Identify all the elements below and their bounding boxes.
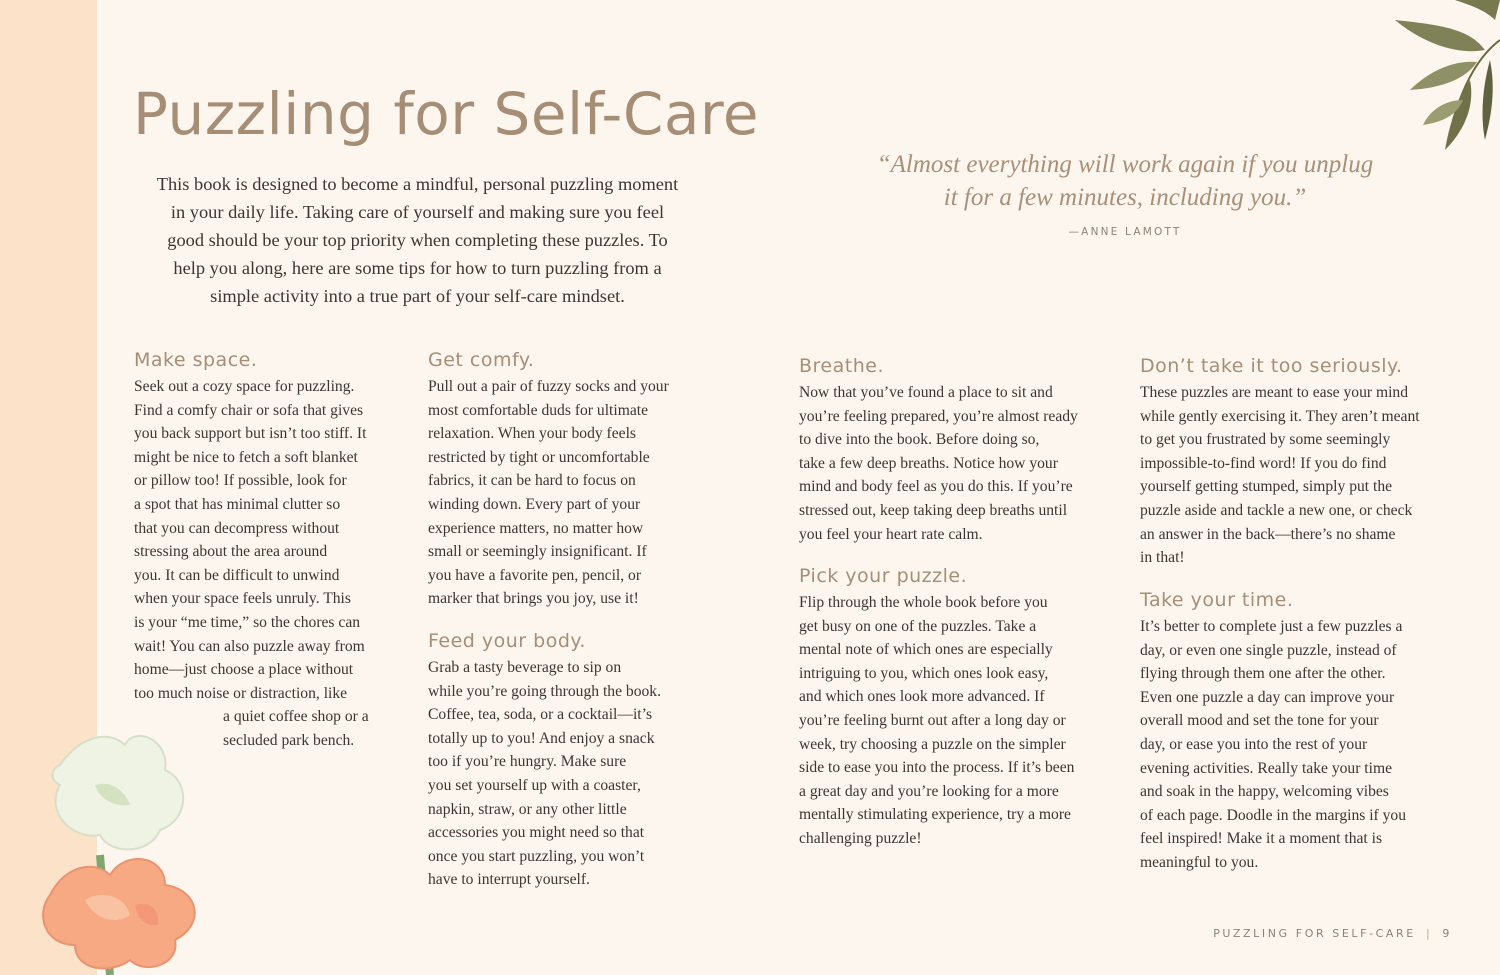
body-line: have to interrupt yourself. bbox=[428, 871, 590, 889]
running-head: PUZZLING FOR SELF-CARE bbox=[1213, 927, 1416, 940]
body-line: to get you frustrated by some seemingly bbox=[1140, 431, 1391, 449]
body-line: stressing about the area around bbox=[134, 543, 328, 561]
body-line: totally up to you! And enjoy a snack bbox=[428, 729, 655, 747]
section-heading: Breathe. bbox=[799, 355, 884, 377]
leaf-sprig bbox=[1395, 0, 1500, 150]
body-line: Find a comfy chair or sofa that gives bbox=[134, 401, 364, 419]
body-line: Seek out a cozy space for puzzling. bbox=[134, 378, 355, 395]
body-line: of each page. Doodle in the margins if you bbox=[1140, 806, 1407, 824]
body-line: week, try choosing a puzzle on the simpler bbox=[799, 735, 1066, 753]
body-line: home—just choose a place without bbox=[134, 661, 354, 679]
body-line: Grab a tasty beverage to sip on bbox=[428, 659, 622, 676]
section-heading: Take your time. bbox=[1140, 589, 1294, 611]
body-line: might be nice to fetch a soft blanket bbox=[134, 448, 358, 466]
body-line: most comfortable duds for ultimate bbox=[428, 401, 648, 419]
section-dont-take-it-too-seriously bbox=[1140, 353, 1460, 570]
body-line: a spot that has minimal clutter so bbox=[134, 495, 341, 513]
body-line: Even one puzzle a day can improve your bbox=[1140, 688, 1395, 706]
body-line: take a few deep breaths. Notice how your bbox=[799, 454, 1058, 472]
body-line: yourself getting stumped, simply put the bbox=[1140, 478, 1393, 496]
intro-line: in your daily life. Taking care of yourself and making sure you feel bbox=[170, 202, 665, 222]
intro-line: good should be your top priority when completing these puzzles. To bbox=[167, 230, 668, 250]
body-line: These puzzles are meant to ease your mind bbox=[1140, 384, 1409, 401]
intro-paragraph bbox=[140, 170, 695, 310]
section-body bbox=[1140, 615, 1460, 875]
body-line: intriguing to you, which ones look easy, bbox=[799, 664, 1049, 682]
body-line: Coffee, tea, soda, or a cocktail—it’s bbox=[428, 706, 653, 724]
body-line: when your space feels unruly. This bbox=[134, 590, 351, 608]
body-line: feel inspired! Make it a moment that is bbox=[1140, 830, 1383, 848]
section-body bbox=[134, 375, 424, 753]
body-line: Flip through the whole book before you bbox=[799, 594, 1048, 611]
body-line: you’re feeling prepared, you’re almost ready bbox=[799, 407, 1078, 425]
body-line: and which ones look more advanced. If bbox=[799, 688, 1045, 706]
body-line: napkin, straw, or any other little bbox=[428, 800, 627, 818]
body-line: an answer in the back—there’s no shame bbox=[1140, 525, 1396, 543]
section-heading: Don’t take it too seriously. bbox=[1140, 355, 1403, 377]
section-heading: Make space. bbox=[134, 349, 258, 371]
section-body bbox=[1140, 381, 1460, 570]
body-line: that you can decompress without bbox=[134, 519, 340, 537]
body-line: while you’re going through the book. bbox=[428, 682, 662, 700]
body-line: accessories you might need so that bbox=[428, 824, 645, 842]
body-line: meaningful to you. bbox=[1140, 853, 1259, 871]
body-line: mind and body feel as you do this. If you’re bbox=[799, 478, 1073, 496]
quote-line: it for a few minutes, including you.” bbox=[943, 184, 1307, 211]
section-take-your-time bbox=[1140, 587, 1460, 875]
body-line: to dive into the book. Before doing so, bbox=[799, 431, 1040, 449]
intro-line: simple activity into a true part of your self-care mindset. bbox=[210, 286, 625, 306]
body-line: wait! You can also puzzle away from bbox=[134, 637, 365, 655]
body-line: It’s better to complete just a few puzzles a bbox=[1140, 618, 1403, 635]
section-body bbox=[428, 375, 728, 611]
body-line: in that! bbox=[1140, 549, 1185, 567]
body-line: day, or ease you into the rest of your bbox=[1140, 735, 1368, 753]
body-line: restricted by tight or uncomfortable bbox=[428, 448, 650, 466]
body-line: you. It can be difficult to unwind bbox=[134, 566, 340, 584]
body-line: you set yourself up with a coaster, bbox=[428, 776, 641, 794]
body-line: secluded park bench. bbox=[223, 731, 355, 749]
body-line: mentally stimulating experience, try a more bbox=[799, 806, 1071, 824]
section-make-space bbox=[134, 347, 424, 753]
page-title: Puzzling for Self-Care bbox=[133, 80, 760, 148]
section-body bbox=[428, 656, 728, 892]
body-line: overall mood and set the tone for your bbox=[1140, 712, 1379, 730]
section-breathe bbox=[799, 353, 1119, 546]
section-body bbox=[799, 381, 1119, 546]
body-line: puzzle aside and tackle a new one, or check bbox=[1140, 501, 1413, 519]
flowers-icon bbox=[40, 725, 205, 975]
body-line: you have a favorite pen, pencil, or bbox=[428, 566, 642, 584]
pull-quote bbox=[845, 148, 1405, 214]
footer-separator: | bbox=[1425, 927, 1433, 940]
section-pick-your-puzzle bbox=[799, 563, 1119, 851]
body-line: too if you’re hungry. Make sure bbox=[428, 753, 627, 771]
page-footer bbox=[1213, 927, 1452, 940]
body-line: marker that brings you joy, use it! bbox=[428, 590, 639, 608]
body-line: challenging puzzle! bbox=[799, 829, 922, 847]
body-line: relaxation. When your body feels bbox=[428, 425, 636, 443]
section-feed-your-body bbox=[428, 628, 728, 892]
body-line: day, or even one single puzzle, instead of bbox=[1140, 641, 1397, 659]
body-line: impossible-to-find word! If you do find bbox=[1140, 454, 1387, 472]
section-heading: Get comfy. bbox=[428, 349, 535, 371]
intro-line: This book is designed to become a mindful, personal puzzling moment bbox=[156, 174, 679, 194]
body-line: stressed out, keep taking deep breaths until bbox=[799, 501, 1068, 519]
quote-attribution: —ANNE LAMOTT bbox=[1068, 226, 1182, 238]
section-body bbox=[799, 591, 1119, 851]
body-line: get busy on one of the puzzles. Take a bbox=[799, 617, 1037, 635]
body-line: Pull out a pair of fuzzy socks and your bbox=[428, 378, 669, 395]
body-line: you’re feeling burnt out after a long day or bbox=[799, 711, 1066, 729]
quote-line: “Almost everything will work again if you unplug bbox=[876, 151, 1374, 178]
section-get-comfy bbox=[428, 347, 728, 611]
body-line: and soak in the happy, welcoming vibes bbox=[1140, 783, 1389, 801]
body-line: fabrics, it can be hard to focus on bbox=[428, 472, 636, 490]
body-line: mental note of which ones are especially bbox=[799, 641, 1053, 659]
body-line: small or seemingly insignificant. If bbox=[428, 543, 647, 561]
section-heading: Feed your body. bbox=[428, 630, 586, 652]
body-line: side to ease you into the process. If it’s been bbox=[799, 759, 1075, 777]
body-line: winding down. Every part of your bbox=[428, 495, 641, 513]
olive-leaves-icon bbox=[1385, 0, 1500, 160]
body-line: you back support but isn’t too stiff. It bbox=[134, 425, 367, 443]
body-line: while gently exercising it. They aren’t meant bbox=[1140, 407, 1420, 425]
body-line: flying through them one after the other. bbox=[1140, 665, 1386, 683]
peach-flower bbox=[43, 859, 195, 968]
section-heading: Pick your puzzle. bbox=[799, 565, 968, 587]
body-line: a quiet coffee shop or a bbox=[223, 708, 369, 726]
body-line: Now that you’ve found a place to sit and bbox=[799, 384, 1053, 401]
body-line: too much noise or distraction, like bbox=[134, 684, 348, 702]
body-line: you feel your heart rate calm. bbox=[799, 525, 983, 543]
body-line: once you start puzzling, you won’t bbox=[428, 847, 645, 865]
page-number: 9 bbox=[1442, 927, 1452, 940]
body-line: experience matters, no matter how bbox=[428, 519, 644, 537]
intro-line: help you along, here are some tips for how to turn puzzling from a bbox=[173, 258, 662, 278]
body-line: or pillow too! If possible, look for bbox=[134, 472, 347, 490]
body-line: a great day and you’re looking for a more bbox=[799, 782, 1059, 800]
body-line: evening activities. Really take your time bbox=[1140, 759, 1393, 777]
body-line: is your “me time,” so the chores can bbox=[134, 613, 361, 631]
